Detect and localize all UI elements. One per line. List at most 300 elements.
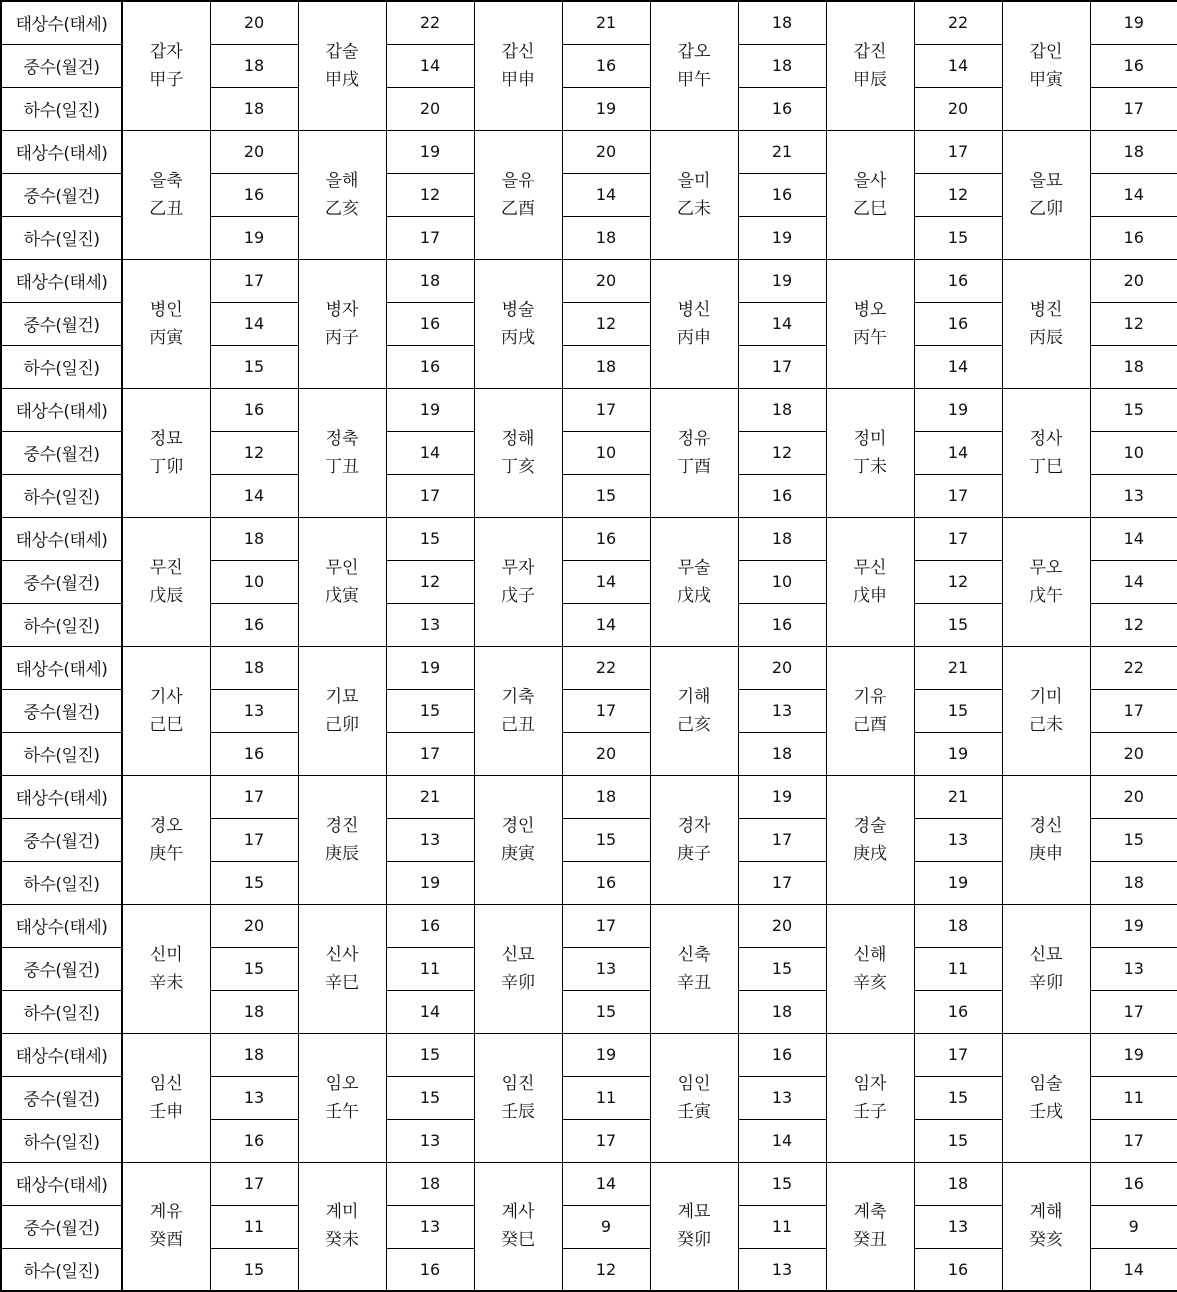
value-cell: 11 xyxy=(562,1076,650,1119)
value-cell: 21 xyxy=(914,646,1002,689)
ganzhi-name-cell xyxy=(474,1,562,130)
row-label: 태상수(태세) xyxy=(1,1162,122,1205)
value-cell: 17 xyxy=(562,689,650,732)
value-cell: 21 xyxy=(914,775,1002,818)
ganzhi-hanja: 丁巳 xyxy=(1029,456,1063,477)
value-cell: 20 xyxy=(1090,259,1177,302)
ganzhi-name-cell xyxy=(826,646,914,775)
ganzhi-name-cell xyxy=(474,388,562,517)
value-cell: 16 xyxy=(738,474,826,517)
row-label: 중수(월건) xyxy=(1,818,122,861)
value-cell: 16 xyxy=(210,732,298,775)
ganzhi-name-cell xyxy=(298,904,386,1033)
value-cell: 12 xyxy=(562,302,650,345)
ganzhi-hanja: 丁酉 xyxy=(677,456,711,477)
value-cell: 14 xyxy=(386,990,474,1033)
value-cell: 16 xyxy=(914,259,1002,302)
value-cell: 11 xyxy=(1090,1076,1177,1119)
row-label: 태상수(태세) xyxy=(1,259,122,302)
value-cell: 16 xyxy=(562,44,650,87)
value-cell: 19 xyxy=(914,388,1002,431)
ganzhi-hanja: 乙巳 xyxy=(853,198,887,219)
value-cell: 18 xyxy=(210,1033,298,1076)
ganzhi-name-cell xyxy=(1002,646,1090,775)
value-cell: 16 xyxy=(1090,44,1177,87)
ganzhi-korean: 신미 xyxy=(149,944,183,965)
ganzhi-korean: 신사 xyxy=(325,944,359,965)
value-cell: 17 xyxy=(914,474,1002,517)
value-cell: 20 xyxy=(738,904,826,947)
value-cell: 14 xyxy=(386,431,474,474)
value-cell: 16 xyxy=(914,990,1002,1033)
ganzhi-name-cell xyxy=(298,1033,386,1162)
table-row xyxy=(1,259,1177,302)
ganzhi-korean: 경오 xyxy=(149,815,183,836)
value-cell: 13 xyxy=(738,1248,826,1291)
value-cell: 13 xyxy=(738,1076,826,1119)
ganzhi-hanja: 癸丑 xyxy=(853,1230,887,1251)
value-cell: 11 xyxy=(914,947,1002,990)
value-cell: 20 xyxy=(562,732,650,775)
value-cell: 16 xyxy=(1090,216,1177,259)
value-cell: 17 xyxy=(1090,689,1177,732)
value-cell: 16 xyxy=(386,345,474,388)
row-label: 하수(일진) xyxy=(1,732,122,775)
value-cell: 18 xyxy=(738,44,826,87)
value-cell: 20 xyxy=(210,130,298,173)
ganzhi-korean: 계유 xyxy=(149,1202,183,1223)
value-cell: 12 xyxy=(914,173,1002,216)
value-cell: 14 xyxy=(1090,1248,1177,1291)
ganzhi-hanja: 甲午 xyxy=(677,69,711,90)
ganzhi-name-cell xyxy=(650,517,738,646)
ganzhi-name-cell xyxy=(122,130,210,259)
value-cell: 9 xyxy=(562,1205,650,1248)
ganzhi-hanja: 癸卯 xyxy=(677,1230,711,1251)
value-cell: 14 xyxy=(562,173,650,216)
value-cell: 15 xyxy=(210,345,298,388)
ganzhi-korean: 을축 xyxy=(149,170,183,191)
ganzhi-hanja: 戊戌 xyxy=(677,585,711,606)
ganzhi-hanja: 乙卯 xyxy=(1029,198,1063,219)
value-cell: 16 xyxy=(738,1033,826,1076)
row-label: 태상수(태세) xyxy=(1,388,122,431)
ganzhi-hanja: 丁丑 xyxy=(325,456,359,477)
value-cell: 15 xyxy=(386,517,474,560)
ganzhi-hanja: 丙子 xyxy=(325,327,359,348)
value-cell: 17 xyxy=(738,861,826,904)
ganzhi-hanja: 戊寅 xyxy=(325,585,359,606)
row-label: 중수(월건) xyxy=(1,431,122,474)
row-label: 태상수(태세) xyxy=(1,775,122,818)
value-cell: 18 xyxy=(386,1162,474,1205)
value-cell: 14 xyxy=(210,302,298,345)
table-row xyxy=(1,1033,1177,1076)
value-cell: 16 xyxy=(914,302,1002,345)
value-cell: 17 xyxy=(1090,87,1177,130)
value-cell: 18 xyxy=(386,259,474,302)
ganzhi-hanja: 壬午 xyxy=(325,1101,359,1122)
ganzhi-korean: 경진 xyxy=(325,815,359,836)
ganzhi-korean: 임신 xyxy=(149,1073,183,1094)
value-cell: 10 xyxy=(562,431,650,474)
value-cell: 12 xyxy=(1090,603,1177,646)
row-label: 중수(월건) xyxy=(1,689,122,732)
ganzhi-korean: 병술 xyxy=(501,299,535,320)
ganzhi-hanja: 辛亥 xyxy=(853,972,887,993)
value-cell: 16 xyxy=(562,861,650,904)
value-cell: 12 xyxy=(386,560,474,603)
value-cell: 21 xyxy=(386,775,474,818)
ganzhi-name-cell xyxy=(122,517,210,646)
row-label: 중수(월건) xyxy=(1,947,122,990)
value-cell: 16 xyxy=(738,87,826,130)
value-cell: 16 xyxy=(386,1248,474,1291)
ganzhi-korean: 갑인 xyxy=(1029,41,1063,62)
ganzhi-name-cell xyxy=(826,904,914,1033)
ganzhi-korean: 무술 xyxy=(677,557,711,578)
value-cell: 12 xyxy=(562,1248,650,1291)
value-cell: 13 xyxy=(386,1205,474,1248)
value-cell: 15 xyxy=(386,1033,474,1076)
row-label: 중수(월건) xyxy=(1,1076,122,1119)
value-cell: 14 xyxy=(914,345,1002,388)
ganzhi-name-cell xyxy=(298,517,386,646)
ganzhi-korean: 신묘 xyxy=(501,944,535,965)
value-cell: 13 xyxy=(1090,474,1177,517)
value-cell: 14 xyxy=(562,1162,650,1205)
ganzhi-korean: 경신 xyxy=(1029,815,1063,836)
ganzhi-hanja: 癸酉 xyxy=(149,1230,184,1251)
value-cell: 12 xyxy=(386,173,474,216)
ganzhi-name-cell xyxy=(474,904,562,1033)
value-cell: 17 xyxy=(386,732,474,775)
ganzhi-korean: 임진 xyxy=(501,1073,535,1094)
ganzhi-hanja: 庚戌 xyxy=(853,843,887,864)
ganzhi-hanja: 丙寅 xyxy=(149,327,184,348)
ganzhi-hanja: 癸巳 xyxy=(501,1230,535,1251)
value-cell: 20 xyxy=(386,87,474,130)
ganzhi-name-cell xyxy=(298,1,386,130)
value-cell: 15 xyxy=(914,216,1002,259)
ganzhi-name-cell xyxy=(826,775,914,904)
value-cell: 19 xyxy=(738,775,826,818)
ganzhi-korean: 갑진 xyxy=(853,41,887,62)
ganzhi-korean: 병진 xyxy=(1029,299,1063,320)
ganzhi-korean: 계해 xyxy=(1029,1202,1063,1223)
value-cell: 16 xyxy=(738,603,826,646)
value-cell: 20 xyxy=(210,904,298,947)
ganzhi-hanja: 辛未 xyxy=(149,972,184,993)
value-cell: 16 xyxy=(386,904,474,947)
ganzhi-hanja: 丙戌 xyxy=(501,327,535,348)
ganzhi-korean: 무신 xyxy=(853,557,887,578)
ganzhi-korean: 무자 xyxy=(501,557,535,578)
ganzhi-hanja: 癸亥 xyxy=(1029,1230,1063,1251)
ganzhi-name-cell xyxy=(122,259,210,388)
table-row xyxy=(1,388,1177,431)
row-label: 중수(월건) xyxy=(1,302,122,345)
value-cell: 18 xyxy=(210,646,298,689)
ganzhi-korean: 을묘 xyxy=(1029,170,1063,191)
value-cell: 18 xyxy=(914,904,1002,947)
value-cell: 17 xyxy=(738,345,826,388)
value-cell: 18 xyxy=(1090,130,1177,173)
ganzhi-korean: 정미 xyxy=(853,428,887,449)
ganzhi-name-cell xyxy=(650,388,738,517)
value-cell: 18 xyxy=(210,517,298,560)
value-cell: 15 xyxy=(386,1076,474,1119)
row-label: 중수(월건) xyxy=(1,173,122,216)
ganzhi-hanja: 己亥 xyxy=(677,714,711,735)
value-cell: 14 xyxy=(210,474,298,517)
row-label: 하수(일진) xyxy=(1,87,122,130)
ganzhi-name-cell xyxy=(474,1162,562,1291)
ganzhi-hanja: 壬子 xyxy=(853,1101,887,1122)
value-cell: 15 xyxy=(562,818,650,861)
ganzhi-name-cell xyxy=(298,1162,386,1291)
value-cell: 19 xyxy=(914,861,1002,904)
row-label: 태상수(태세) xyxy=(1,517,122,560)
value-cell: 13 xyxy=(210,1076,298,1119)
value-cell: 13 xyxy=(1090,947,1177,990)
value-cell: 17 xyxy=(386,474,474,517)
value-cell: 17 xyxy=(386,216,474,259)
value-cell: 18 xyxy=(1090,861,1177,904)
value-cell: 18 xyxy=(738,388,826,431)
value-cell: 9 xyxy=(1090,1205,1177,1248)
value-cell: 19 xyxy=(738,216,826,259)
table-row xyxy=(1,904,1177,947)
value-cell: 20 xyxy=(1090,775,1177,818)
ganzhi-hanja: 壬申 xyxy=(149,1101,184,1122)
ganzhi-korean: 신묘 xyxy=(1029,944,1063,965)
ganzhi-hanja: 己巳 xyxy=(149,714,184,735)
value-cell: 19 xyxy=(386,861,474,904)
value-cell: 22 xyxy=(914,1,1002,44)
ganzhi-korean: 계사 xyxy=(501,1202,535,1223)
row-label: 하수(일진) xyxy=(1,216,122,259)
ganzhi-korean: 을해 xyxy=(325,170,359,191)
value-cell: 17 xyxy=(914,517,1002,560)
value-cell: 15 xyxy=(210,861,298,904)
ganzhi-korean: 기축 xyxy=(501,686,535,707)
ganzhi-name-cell xyxy=(474,517,562,646)
row-label: 하수(일진) xyxy=(1,345,122,388)
ganzhi-hanja: 庚辰 xyxy=(325,843,359,864)
ganzhi-name-cell xyxy=(1002,775,1090,904)
value-cell: 18 xyxy=(210,87,298,130)
ganzhi-korean: 정묘 xyxy=(149,428,183,449)
value-cell: 17 xyxy=(562,1119,650,1162)
value-cell: 18 xyxy=(738,732,826,775)
ganzhi-hanja: 戊申 xyxy=(853,585,887,606)
value-cell: 22 xyxy=(386,1,474,44)
ganzhi-hanja: 己酉 xyxy=(853,714,887,735)
value-cell: 13 xyxy=(914,818,1002,861)
ganzhi-name-cell xyxy=(122,646,210,775)
ganzhi-korean: 병인 xyxy=(149,299,183,320)
value-cell: 15 xyxy=(1090,388,1177,431)
ganzhi-name-cell xyxy=(1002,904,1090,1033)
value-cell: 16 xyxy=(738,173,826,216)
ganzhi-name-cell xyxy=(826,1,914,130)
ganzhi-korean: 기묘 xyxy=(325,686,359,707)
ganzhi-hanja: 辛卯 xyxy=(501,972,535,993)
ganzhi-hanja: 丙申 xyxy=(677,327,711,348)
table-row xyxy=(1,1162,1177,1205)
ganzhi-korean: 정해 xyxy=(501,428,535,449)
value-cell: 10 xyxy=(210,560,298,603)
value-cell: 11 xyxy=(386,947,474,990)
row-label: 태상수(태세) xyxy=(1,1,122,44)
value-cell: 17 xyxy=(738,818,826,861)
value-cell: 17 xyxy=(562,388,650,431)
ganzhi-korean: 경인 xyxy=(501,815,535,836)
ganzhi-hanja: 辛巳 xyxy=(325,972,359,993)
ganzhi-name-cell xyxy=(122,1162,210,1291)
value-cell: 13 xyxy=(386,818,474,861)
value-cell: 19 xyxy=(1090,1033,1177,1076)
ganzhi-hanja: 庚寅 xyxy=(501,843,535,864)
value-cell: 15 xyxy=(914,603,1002,646)
value-cell: 17 xyxy=(210,1162,298,1205)
value-cell: 19 xyxy=(914,732,1002,775)
value-cell: 10 xyxy=(1090,431,1177,474)
ganzhi-korean: 갑자 xyxy=(149,41,183,62)
ganzhi-name-cell xyxy=(826,130,914,259)
ganzhi-korean: 기미 xyxy=(1029,686,1063,707)
ganzhi-name-cell xyxy=(122,904,210,1033)
ganzhi-hanja: 壬戌 xyxy=(1029,1101,1063,1122)
ganzhi-korean: 기사 xyxy=(149,686,183,707)
row-label: 하수(일진) xyxy=(1,990,122,1033)
ganzhi-korean: 정사 xyxy=(1029,428,1063,449)
value-cell: 15 xyxy=(914,1076,1002,1119)
value-cell: 15 xyxy=(210,947,298,990)
ganzhi-hanja: 甲寅 xyxy=(1029,69,1063,90)
ganzhi-name-cell xyxy=(650,904,738,1033)
value-cell: 12 xyxy=(1090,302,1177,345)
ganzhi-korean: 경술 xyxy=(853,815,887,836)
ganzhi-hanja: 戊子 xyxy=(501,585,535,606)
row-label: 중수(월건) xyxy=(1,560,122,603)
value-cell: 13 xyxy=(562,947,650,990)
ganzhi-name-cell xyxy=(1002,1,1090,130)
value-cell: 16 xyxy=(386,302,474,345)
ganzhi-korean: 정유 xyxy=(677,428,711,449)
value-cell: 18 xyxy=(562,345,650,388)
ganzhi-name-cell xyxy=(298,646,386,775)
value-cell: 13 xyxy=(386,1119,474,1162)
ganzhi-korean: 신해 xyxy=(853,944,887,965)
table-row xyxy=(1,646,1177,689)
ganzhi-korean: 신축 xyxy=(677,944,711,965)
row-label: 태상수(태세) xyxy=(1,646,122,689)
ganzhi-hanja: 丁未 xyxy=(853,456,887,477)
value-cell: 15 xyxy=(914,1119,1002,1162)
ganzhi-hanja: 丙辰 xyxy=(1029,327,1063,348)
value-cell: 17 xyxy=(562,904,650,947)
table-row xyxy=(1,775,1177,818)
ganzhi-name-cell xyxy=(650,1162,738,1291)
value-cell: 16 xyxy=(210,388,298,431)
value-cell: 20 xyxy=(562,130,650,173)
ganzhi-korean: 병신 xyxy=(677,299,711,320)
value-cell: 19 xyxy=(386,130,474,173)
ganzhi-korean: 무인 xyxy=(325,557,359,578)
value-cell: 14 xyxy=(562,560,650,603)
ganzhi-name-cell xyxy=(122,1,210,130)
value-cell: 15 xyxy=(914,689,1002,732)
ganzhi-korean: 갑신 xyxy=(501,41,535,62)
ganzhi-hanja: 己未 xyxy=(1029,714,1063,735)
row-label: 하수(일진) xyxy=(1,1119,122,1162)
ganzhi-korean: 을유 xyxy=(501,170,535,191)
ganzhi-name-cell xyxy=(650,130,738,259)
row-label: 중수(월건) xyxy=(1,1205,122,1248)
value-cell: 13 xyxy=(210,689,298,732)
value-cell: 18 xyxy=(738,1,826,44)
ganzhi-hanja: 乙酉 xyxy=(501,198,535,219)
ganzhi-name-cell xyxy=(826,1033,914,1162)
ganzhi-korean: 임자 xyxy=(853,1073,887,1094)
value-cell: 17 xyxy=(1090,1119,1177,1162)
ganzhi-name-cell xyxy=(1002,388,1090,517)
ganzhi-name-cell xyxy=(474,646,562,775)
value-cell: 12 xyxy=(914,560,1002,603)
ganzhi-name-cell xyxy=(474,130,562,259)
value-cell: 19 xyxy=(562,87,650,130)
value-cell: 17 xyxy=(914,1033,1002,1076)
value-cell: 15 xyxy=(562,990,650,1033)
value-cell: 18 xyxy=(1090,345,1177,388)
ganzhi-hanja: 庚午 xyxy=(149,843,184,864)
ganzhi-name-cell xyxy=(1002,1162,1090,1291)
value-cell: 13 xyxy=(914,1205,1002,1248)
value-cell: 15 xyxy=(386,689,474,732)
value-cell: 21 xyxy=(738,130,826,173)
ganzhi-korean: 무오 xyxy=(1029,557,1063,578)
value-cell: 12 xyxy=(210,431,298,474)
value-cell: 19 xyxy=(386,388,474,431)
value-cell: 17 xyxy=(1090,990,1177,1033)
value-cell: 14 xyxy=(1090,560,1177,603)
ganzhi-hanja: 庚申 xyxy=(1029,843,1063,864)
ganzhi-name-cell xyxy=(650,1033,738,1162)
ganzhi-name-cell xyxy=(826,388,914,517)
ganzhi-name-cell xyxy=(298,259,386,388)
value-cell: 14 xyxy=(914,431,1002,474)
ganzhi-hanja: 己丑 xyxy=(501,714,535,735)
ganzhi-hanja: 壬寅 xyxy=(677,1101,711,1122)
ganzhi-korean: 계미 xyxy=(325,1202,359,1223)
ganzhi-hanja: 丁亥 xyxy=(501,456,535,477)
value-cell: 20 xyxy=(738,646,826,689)
ganzhi-hanja: 辛丑 xyxy=(677,972,711,993)
ganzhi-korean: 임오 xyxy=(325,1073,359,1094)
row-label: 하수(일진) xyxy=(1,474,122,517)
ganzhi-hanja: 丁卯 xyxy=(149,456,184,477)
ganzhi-hanja: 己卯 xyxy=(325,714,359,735)
ganzhi-hanja: 乙丑 xyxy=(149,198,184,219)
value-cell: 18 xyxy=(562,216,650,259)
ganzhi-name-cell xyxy=(650,646,738,775)
value-cell: 14 xyxy=(738,302,826,345)
value-cell: 19 xyxy=(738,259,826,302)
value-cell: 15 xyxy=(562,474,650,517)
ganzhi-hanja: 戊辰 xyxy=(149,585,184,606)
